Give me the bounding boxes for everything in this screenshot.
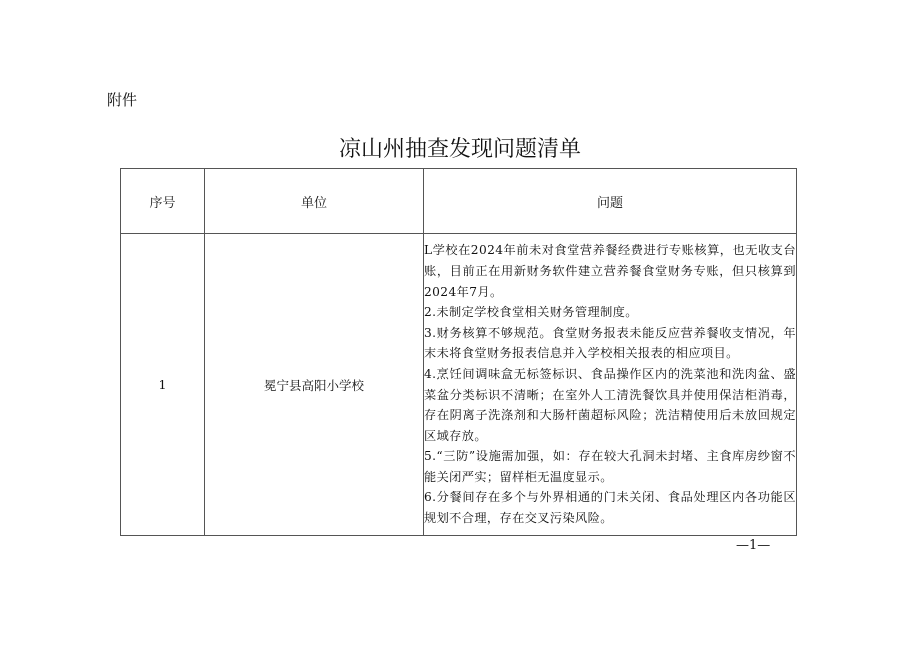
column-header-issue: 问题	[424, 169, 797, 234]
row-unit-cell: 冕宁县高阳小学校	[205, 234, 424, 536]
row-issue-cell	[424, 234, 797, 536]
column-header-number: 序号	[121, 169, 205, 234]
row-number-cell: 1	[121, 234, 205, 536]
table-row	[121, 234, 797, 536]
issue-item-5: 5.“三防”设施需加强，如：存在较大孔洞未封堵、主食库房纱窗不能关闭严实；留样柜无温度显示。	[424, 449, 796, 484]
issue-item-1: L学校在2024年前未对食堂营养餐经费进行专账核算，也无收支台账，目前正在用新财务软件建立营养餐食堂财务专账，但只核算到2024年7月。	[424, 243, 796, 299]
issue-item-2: 2.未制定学校食堂相关财务管理制度。	[424, 305, 638, 320]
issue-item-4: 4.烹饪间调味盒无标签标识、食品操作区内的洗菜池和洗肉盆、盛菜盆分类标识不清晰；在室外人工清洗餐饮具并使用保洁柜消毒，存在阴离子洗涤剂和大肠杆菌超标风险；洗洁精使用后未放回规定区域存放。	[424, 366, 796, 443]
issue-item-3: 3.财务核算不够规范。食堂财务报表未能反应营养餐收支情况，年末未将食堂财务报表信息并入学校相关报表的相应项目。	[424, 325, 796, 361]
document-title: 凉山州抽查发现问题清单	[338, 137, 581, 162]
attachment-label: 附件	[107, 91, 138, 109]
issues-table	[120, 168, 797, 536]
issue-item-6: 6.分餐间存在多个与外界相通的门未关闭、食品处理区内各功能区规划不合理，存在交叉污染风险。	[424, 490, 796, 526]
table-header-row	[121, 169, 797, 234]
page-number: —1—	[736, 538, 771, 553]
column-header-unit: 单位	[205, 169, 424, 234]
